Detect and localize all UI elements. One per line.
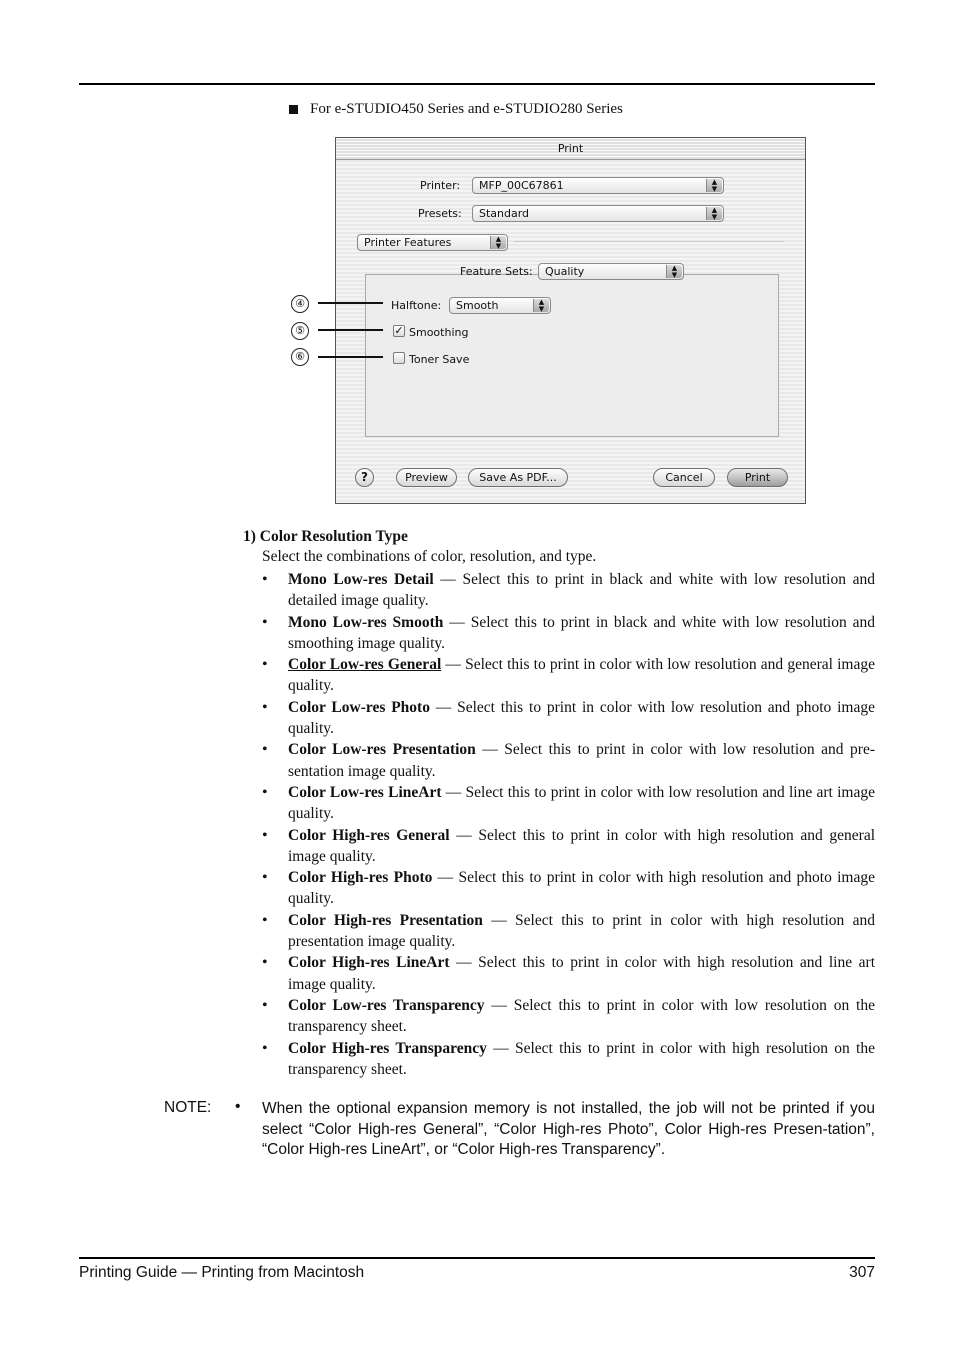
checkmark-icon: ✓ (394, 324, 404, 337)
printer-popup[interactable] (472, 177, 724, 194)
list-item (262, 995, 875, 1038)
help-button[interactable]: ? (355, 468, 374, 487)
option-term: Mono Low-res Detail (288, 571, 434, 588)
list-item (262, 782, 875, 825)
popup-arrows-icon: ▲ ▼ (706, 179, 722, 192)
popup-arrows-icon: ▲ ▼ (666, 265, 682, 278)
print-dialog (335, 137, 806, 504)
dialog-title: Print (336, 138, 805, 160)
callout-line-6 (318, 356, 383, 358)
callout-5: ⑤ (291, 322, 309, 340)
list-item (262, 697, 875, 740)
popup-arrows-icon: ▲ ▼ (490, 236, 506, 249)
header-rule (79, 83, 875, 85)
option-desc: — Select this to print in color with high resolution and photo image quality. (288, 869, 875, 908)
option-desc: — Select this to print in color with low resolution and pre-sentation image quality. (288, 741, 875, 780)
panel-separator (514, 241, 784, 242)
option-desc: — Select this to print in black and white with low resolution and detailed image quality. (288, 571, 875, 610)
option-term: Color Low-res Presentation (288, 741, 476, 759)
feature-sets-value: Quality (545, 265, 585, 278)
option-term: Mono Low-res Smooth (288, 613, 444, 631)
footer-title: Printing Guide — Printing from Macintosh (79, 1264, 365, 1281)
popup-arrows-icon: ▲ ▼ (706, 207, 722, 220)
option-term: Color Low-res LineArt (288, 783, 442, 801)
option-term-link[interactable]: Color Low-res General (288, 656, 442, 674)
callout-line-5 (318, 329, 383, 331)
callout-4: ④ (291, 295, 309, 313)
save-as-pdf-button[interactable]: Save As PDF... (468, 468, 568, 487)
printer-value: MFP_00C67861 (479, 179, 564, 192)
option-desc: — Select this to print in color with high resolution and presentation image quality. (288, 911, 875, 951)
option-term: Color Low-res Transparency (288, 996, 485, 1014)
option-term: Color High-res General (288, 826, 450, 844)
option-desc: — Select this to print in color with high resolution on the transparency sheet. (288, 1039, 875, 1078)
option-desc: — Select this to print in color with high resolution and line art image quality. (288, 954, 876, 993)
series-heading-text: For e-STUDIO450 Series and e-STUDIO280 Series (310, 101, 623, 117)
toner-save-checkbox[interactable] (393, 352, 405, 364)
option-desc: — Select this to print in color with low resolution and photo image quality. (288, 698, 875, 738)
option-term: Color High-res LineArt (288, 954, 450, 972)
print-button[interactable]: Print (727, 468, 788, 487)
option-desc: — Select this to print in color with low resolution and line art image quality. (288, 783, 875, 823)
panel-value: Printer Features (364, 236, 452, 249)
option-list (262, 569, 875, 1080)
smoothing-label: Smoothing (409, 326, 469, 339)
page-number: 307 (849, 1264, 875, 1281)
section-intro: Select the combinations of color, resolution, and type. (262, 548, 597, 565)
option-desc: — Select this to print in color with high resolution and general image quality. (288, 826, 876, 865)
smoothing-checkbox[interactable] (393, 325, 405, 337)
option-term: Color High-res Presentation (288, 911, 483, 929)
feature-sets-popup[interactable] (538, 263, 684, 280)
printer-label: Printer: (420, 179, 461, 192)
list-item (262, 569, 875, 612)
note-label: NOTE: (164, 1099, 212, 1116)
preview-button[interactable]: Preview (396, 468, 457, 487)
presets-popup[interactable] (472, 205, 724, 222)
option-term: Color High-res Transparency (288, 1039, 487, 1057)
popup-arrows-icon: ▲ ▼ (533, 299, 549, 312)
note-text: When the optional expansion memory is not installed, the job will not be printed if you select “Color High-res General”, “Color High-res Photo”, Color High-res Presen-tation”, “Color High-res LineArt”, or “Color High-res Transparency”. (262, 1100, 875, 1158)
list-item (262, 825, 875, 868)
feature-sets-label: Feature Sets: (460, 265, 533, 278)
list-item (262, 654, 875, 697)
option-desc: — Select this to print in color with low resolution and general image quality. (288, 656, 875, 695)
toner-save-label: Toner Save (409, 353, 470, 366)
option-desc: — Select this to print in black and white with low resolution and smoothing image quality. (288, 613, 875, 652)
callout-6: ⑥ (291, 348, 309, 366)
halftone-label: Halftone: (391, 299, 442, 312)
option-desc: — Select this to print in color with low resolution on the transparency sheet. (288, 996, 875, 1036)
panel-popup[interactable] (357, 234, 508, 251)
list-item (262, 910, 875, 953)
option-term: Color High-res Photo (288, 869, 433, 887)
square-bullet-icon (289, 105, 298, 114)
note-bullet: • (235, 1098, 241, 1115)
list-item (262, 612, 875, 655)
footer-rule (79, 1257, 875, 1259)
list-item (262, 739, 875, 782)
presets-value: Standard (479, 207, 530, 220)
cancel-button[interactable]: Cancel (653, 468, 715, 487)
option-term: Color Low-res Photo (288, 698, 430, 716)
list-item (262, 867, 875, 910)
list-item (262, 1038, 875, 1081)
callout-line-4 (318, 302, 383, 304)
presets-label: Presets: (418, 207, 462, 220)
halftone-value: Smooth (456, 299, 499, 312)
section-title: 1) Color Resolution Type (243, 528, 408, 545)
halftone-popup[interactable] (449, 297, 551, 314)
series-heading (289, 101, 623, 118)
list-item (262, 952, 875, 995)
